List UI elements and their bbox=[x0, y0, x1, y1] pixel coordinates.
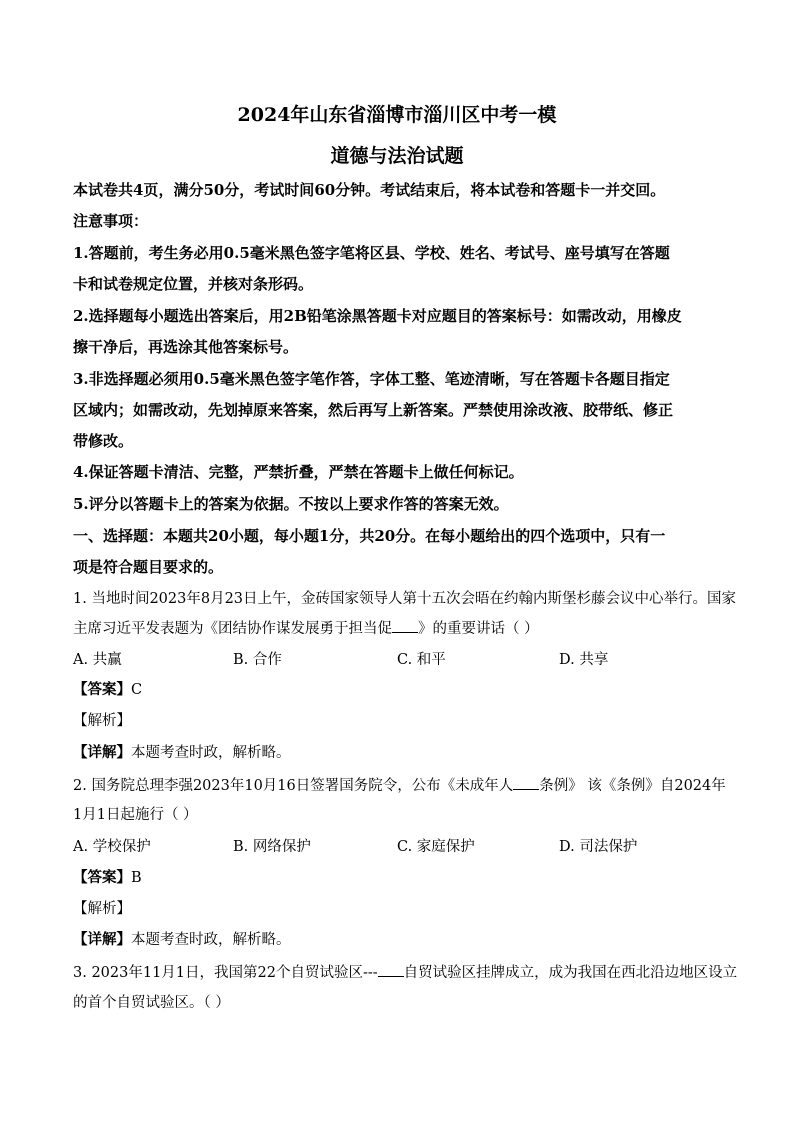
exam-title: 2024年山东省淄博市淄川区中考一模 bbox=[237, 104, 557, 126]
question-1-stem-text: 主席习近平发表题为《团结协作谋发展勇于担当促 bbox=[73, 621, 392, 637]
question-1-stem-cont bbox=[73, 618, 723, 639]
question-2-stem-text: 2. 国务院总理李强2023年10月16日签署国务院令，公布《未成年人 bbox=[73, 778, 514, 794]
notice-item-3: 3.非选择题必须用0.5毫米黑色签字笔作答，字体工整、笔迹清晰，写在答题卡各题目指定 bbox=[73, 370, 670, 388]
notice-item-4: 4.保证答题卡清洁、完整，严禁折叠，严禁在答题卡上做任何标记。 bbox=[73, 463, 524, 481]
exam-subtitle: 道德与法治试题 bbox=[330, 145, 464, 167]
question-1-stem-text-end: 》的重要讲话（ ） bbox=[418, 621, 539, 637]
question-1-stem: 1. 当地时间2023年8月23日上午，金砖国家领导人第十五次会晤在约翰内斯堡杉藤会议中心举行。国家 bbox=[73, 591, 737, 607]
question-2-answer bbox=[73, 868, 723, 888]
question-1-analysis-label: 【解析】 bbox=[73, 713, 131, 729]
question-1-option-b: B. 合作 bbox=[233, 652, 282, 668]
answer-label: 【答案】 bbox=[73, 869, 131, 886]
notice-item-3-cont: 区域内；如需改动，先划掉原来答案，然后再写上新答案。严禁使用涂改液、胶带纸、修正 bbox=[73, 401, 674, 419]
notice-item-1: 1.答题前，考生务必用0.5毫米黑色签字笔将区县、学校、姓名、考试号、座号填写在答题 bbox=[73, 244, 670, 262]
intro-line: 本试卷共4页，满分50分，考试时间60分钟。考试结束后，将本试卷和答题卡一并交回。 bbox=[73, 181, 666, 199]
question-2-option-a: A. 学校保护 bbox=[73, 839, 151, 855]
answer-blank bbox=[378, 962, 404, 977]
question-1-detail bbox=[73, 743, 723, 763]
question-1-option-d: D. 共享 bbox=[559, 652, 609, 668]
question-1-option-a: A. 共赢 bbox=[73, 652, 122, 668]
question-2-stem-cont: 1月1日起施行（ ） bbox=[73, 807, 198, 823]
detail-text: 本题考查时政，解析略。 bbox=[131, 932, 291, 948]
notice-heading: 注意事项： bbox=[73, 212, 149, 230]
answer-label: 【答案】 bbox=[73, 681, 131, 698]
question-3-stem bbox=[73, 962, 738, 983]
question-3-stem-text: 3. 2023年11月1日，我国第22个自贸试验区--- bbox=[73, 965, 378, 981]
notice-item-2: 2.选择题每小题选出答案后，用2B铅笔涂黑答题卡对应题目的答案标号：如需改动，用橡皮 bbox=[73, 307, 682, 325]
question-2-option-b: B. 网络保护 bbox=[233, 839, 311, 855]
question-1-answer bbox=[73, 680, 723, 700]
detail-text: 本题考查时政，解析略。 bbox=[131, 745, 291, 761]
answer-blank bbox=[513, 775, 539, 790]
question-2-stem bbox=[73, 775, 726, 796]
answer-value: C bbox=[131, 682, 143, 698]
question-2-detail bbox=[73, 930, 723, 950]
answer-value: B bbox=[131, 870, 142, 886]
question-2-option-d: D. 司法保护 bbox=[559, 839, 638, 855]
question-2-stem-text-end: 条例》 该《条例》自2024年 bbox=[539, 778, 726, 794]
section-heading: 一、选择题：本题共20小题，每小题1分，共20分。在每小题给出的四个选项中，只有一 bbox=[73, 527, 666, 545]
answer-blank bbox=[392, 618, 418, 633]
section-heading-cont: 项是符合题目要求的。 bbox=[73, 558, 224, 576]
notice-item-5: 5.评分以答题卡上的答案为依据。不按以上要求作答的答案无效。 bbox=[73, 495, 509, 513]
detail-label: 【详解】 bbox=[73, 744, 131, 761]
detail-label: 【详解】 bbox=[73, 931, 131, 948]
question-3-stem-cont: 的首个自贸试验区。（ ） bbox=[73, 995, 230, 1011]
question-1-option-c: C. 和平 bbox=[397, 652, 446, 668]
question-2-analysis-label: 【解析】 bbox=[73, 901, 131, 917]
question-2-option-c: C. 家庭保护 bbox=[397, 839, 475, 855]
question-3-stem-text-end: 自贸试验区挂牌成立，成为我国在西北沿边地区设立 bbox=[403, 965, 738, 981]
notice-item-1-cont: 卡和试卷规定位置，并核对条形码。 bbox=[73, 275, 314, 293]
notice-item-3-cont2: 带修改。 bbox=[73, 432, 134, 450]
notice-item-2-cont: 擦干净后，再选涂其他答案标号。 bbox=[73, 338, 299, 356]
